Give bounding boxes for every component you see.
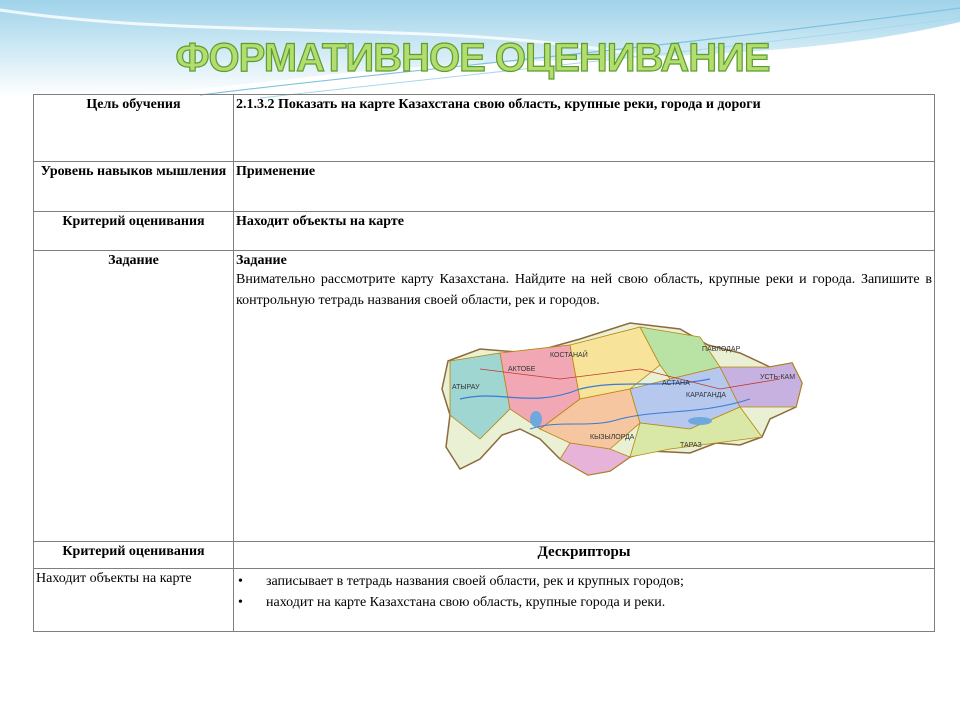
map-label-astana: АСТАНА xyxy=(662,380,690,387)
map-label-aktobe: АКТОБЕ xyxy=(508,366,536,373)
table-row-criterion xyxy=(34,212,935,251)
descriptor-criterion-value: Находит объекты на карте xyxy=(34,569,234,632)
table-row-task xyxy=(34,251,935,542)
level-label: Уровень навыков мышления xyxy=(34,162,234,212)
table-row-descriptors xyxy=(34,569,935,632)
goal-value: 2.1.3.2 Показать на карте Казахстана свою область, крупные реки, города и дороги xyxy=(234,95,935,162)
task-heading: Задание xyxy=(236,253,287,268)
table-row-descriptor-header xyxy=(34,542,935,569)
table-row-level xyxy=(34,162,935,212)
task-text: Внимательно рассмотрите карту Казахстана. Найдите на ней свою область, крупные реки и города. Запишите в контрольную тетрадь названия своей области, рек и городов. xyxy=(236,272,932,308)
descriptor-list-cell xyxy=(234,569,935,632)
map-label-taraz: ТАРАЗ xyxy=(680,442,702,449)
map-label-ust-kam: УСТЬ-КАМ xyxy=(760,374,796,381)
goal-label: Цель обучения xyxy=(34,95,234,162)
slide-title: ФОРМАТИВНОЕ ОЦЕНИВАНИЕ xyxy=(175,36,770,80)
map-label-pavlodar: ПАВЛОДАР xyxy=(702,346,741,353)
map-label-atyrau: АТЫРАУ xyxy=(452,384,480,391)
task-label: Задание xyxy=(34,251,234,542)
map-label-kyzylorda: КЫЗЫЛОРДА xyxy=(590,434,635,441)
kazakhstan-map xyxy=(440,319,808,487)
descriptors-header: Дескрипторы xyxy=(234,542,935,569)
level-value: Применение xyxy=(234,162,935,212)
map-label-karaganda: КАРАГАНДА xyxy=(686,392,727,399)
kazakhstan-map-image xyxy=(440,319,808,487)
descriptor-criterion-header: Критерий оценивания xyxy=(34,542,234,569)
descriptor-list xyxy=(236,571,932,613)
assessment-table xyxy=(33,94,935,632)
criterion-value: Находит объекты на карте xyxy=(234,212,935,251)
map-label-kostanay: КОСТАНАЙ xyxy=(550,352,588,359)
task-cell xyxy=(234,251,935,542)
descriptor-item: • записывает в тетрадь названия своей области, рек и крупных городов; xyxy=(236,571,932,592)
criterion-label: Критерий оценивания xyxy=(34,212,234,251)
table-row-goal xyxy=(34,95,935,162)
descriptor-item: • находит на карте Казахстана свою область, крупные города и реки. xyxy=(236,592,932,613)
